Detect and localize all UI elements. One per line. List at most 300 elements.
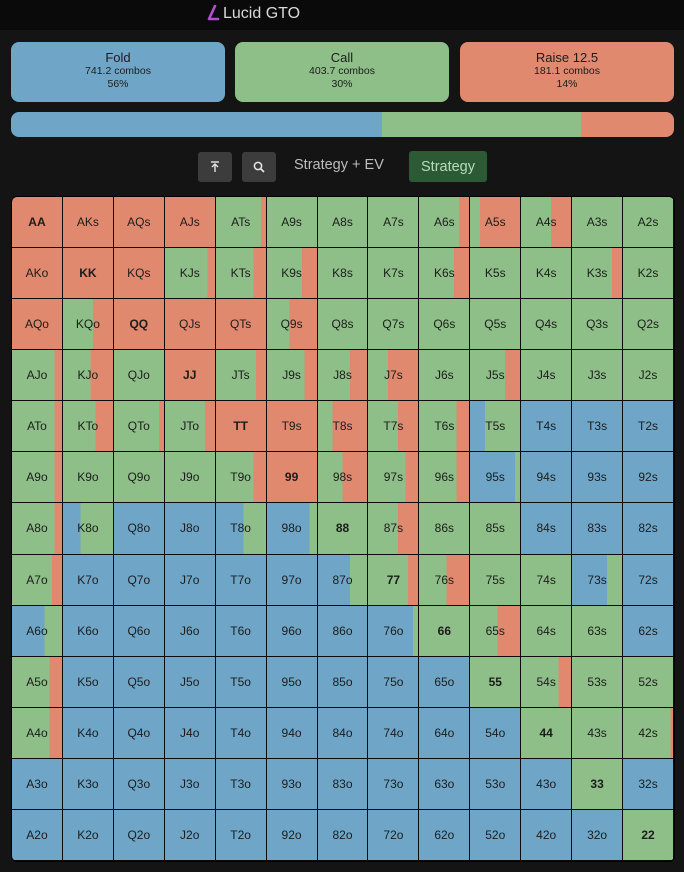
hand-cell[interactable] bbox=[12, 708, 63, 759]
hand-cell[interactable] bbox=[114, 759, 165, 810]
hand-cell[interactable] bbox=[63, 248, 114, 299]
hand-label: 43s bbox=[587, 725, 607, 740]
hand-cell[interactable] bbox=[368, 708, 419, 759]
hand-cell[interactable] bbox=[267, 248, 318, 299]
hand-cell[interactable] bbox=[267, 657, 318, 708]
hand-label: 96s bbox=[434, 470, 455, 485]
hand-cell[interactable] bbox=[63, 708, 114, 759]
hand-label: 42s bbox=[638, 725, 658, 740]
hand-cell[interactable] bbox=[419, 606, 470, 657]
hand-cell[interactable] bbox=[267, 606, 318, 657]
hand-cell[interactable] bbox=[572, 606, 623, 657]
hand-cell[interactable] bbox=[572, 503, 623, 554]
hand-label: 74o bbox=[383, 725, 404, 740]
hand-label: T7s bbox=[383, 419, 404, 434]
hand-cell[interactable] bbox=[267, 401, 318, 452]
hand-label: 87o bbox=[332, 572, 353, 587]
hand-cell[interactable] bbox=[267, 555, 318, 606]
hand-label: 52o bbox=[485, 827, 506, 842]
hand-cell[interactable] bbox=[470, 810, 521, 861]
hand-label: ATs bbox=[231, 215, 251, 230]
hand-label: T9s bbox=[281, 419, 302, 434]
hand-label: KTo bbox=[77, 419, 99, 434]
hand-cell[interactable] bbox=[318, 197, 369, 248]
hand-label: J7o bbox=[180, 572, 200, 587]
hand-cell[interactable] bbox=[368, 503, 419, 554]
hand-label: K7s bbox=[383, 266, 404, 281]
hand-label: 76o bbox=[383, 623, 404, 638]
hand-label: T8o bbox=[230, 521, 251, 536]
hand-cell[interactable] bbox=[12, 810, 63, 861]
hand-label: J9o bbox=[180, 470, 200, 485]
hand-cell[interactable] bbox=[419, 555, 470, 606]
hand-cell[interactable] bbox=[318, 606, 369, 657]
hand-cell[interactable] bbox=[521, 248, 572, 299]
hand-cell[interactable] bbox=[470, 248, 521, 299]
hand-cell[interactable] bbox=[521, 401, 572, 452]
hand-cell[interactable] bbox=[572, 248, 623, 299]
hand-label: Q9o bbox=[127, 470, 151, 485]
hand-cell[interactable] bbox=[216, 759, 267, 810]
hand-cell[interactable] bbox=[318, 708, 369, 759]
hand-cell[interactable] bbox=[470, 299, 521, 350]
hand-cell[interactable] bbox=[623, 759, 674, 810]
hand-label: T4s bbox=[536, 419, 557, 434]
hand-cell[interactable] bbox=[572, 401, 623, 452]
hand-cell[interactable] bbox=[12, 350, 63, 401]
hand-label: AJs bbox=[179, 215, 200, 230]
hand-cell[interactable] bbox=[165, 708, 216, 759]
hand-label: 53o bbox=[485, 776, 506, 791]
hand-label: 98o bbox=[281, 521, 302, 536]
hand-label: 43o bbox=[536, 776, 557, 791]
hand-cell[interactable] bbox=[165, 503, 216, 554]
hand-label: 62s bbox=[638, 623, 658, 638]
action-card-call[interactable] bbox=[235, 42, 449, 102]
action-card-fold[interactable] bbox=[11, 42, 225, 102]
hand-cell[interactable] bbox=[63, 555, 114, 606]
hand-label: T3o bbox=[230, 776, 251, 791]
hand-label: K5s bbox=[484, 266, 506, 281]
tab-strategy-ev[interactable]: Strategy + EV bbox=[294, 157, 384, 173]
hand-cell[interactable] bbox=[470, 452, 521, 503]
hand-cell[interactable] bbox=[216, 810, 267, 861]
hand-cell[interactable] bbox=[63, 299, 114, 350]
hand-label: A4o bbox=[26, 725, 48, 740]
hand-cell[interactable] bbox=[63, 759, 114, 810]
hand-cell[interactable] bbox=[572, 555, 623, 606]
hand-cell[interactable] bbox=[470, 759, 521, 810]
hand-label: A3o bbox=[26, 776, 48, 791]
hand-label: 54o bbox=[485, 725, 506, 740]
hand-cell[interactable] bbox=[572, 759, 623, 810]
hand-cell[interactable] bbox=[623, 606, 674, 657]
hand-cell[interactable] bbox=[267, 299, 318, 350]
hand-cell[interactable] bbox=[12, 503, 63, 554]
hand-label: 97o bbox=[281, 572, 302, 587]
app-logo[interactable] bbox=[206, 4, 300, 24]
export-button[interactable] bbox=[198, 152, 232, 182]
hand-label: A6o bbox=[26, 623, 48, 638]
hand-cell[interactable] bbox=[63, 401, 114, 452]
hand-cell[interactable] bbox=[12, 248, 63, 299]
hand-cell[interactable] bbox=[216, 248, 267, 299]
hand-label: J4s bbox=[536, 368, 556, 383]
hand-label: 95s bbox=[485, 470, 505, 485]
hand-label: T6s bbox=[434, 419, 455, 434]
hand-cell[interactable] bbox=[623, 299, 674, 350]
hand-cell[interactable] bbox=[419, 708, 470, 759]
hand-cell[interactable] bbox=[63, 810, 114, 861]
hand-cell[interactable] bbox=[165, 810, 216, 861]
action-card-raise[interactable] bbox=[460, 42, 674, 102]
hand-label: J2s bbox=[638, 368, 658, 383]
hand-cell[interactable] bbox=[63, 350, 114, 401]
hand-cell[interactable] bbox=[521, 197, 572, 248]
hand-cell[interactable] bbox=[572, 350, 623, 401]
hand-cell[interactable] bbox=[216, 452, 267, 503]
hand-cell[interactable] bbox=[216, 299, 267, 350]
hand-label: 82o bbox=[332, 827, 353, 842]
hand-cell[interactable] bbox=[114, 299, 165, 350]
hand-cell[interactable] bbox=[12, 197, 63, 248]
hand-cell[interactable] bbox=[165, 197, 216, 248]
hand-cell[interactable] bbox=[368, 759, 419, 810]
hand-cell[interactable] bbox=[572, 810, 623, 861]
hand-cell[interactable] bbox=[521, 606, 572, 657]
hand-cell[interactable] bbox=[419, 401, 470, 452]
hand-label: 32s bbox=[638, 776, 658, 791]
hand-cell[interactable] bbox=[165, 401, 216, 452]
zoom-button[interactable] bbox=[242, 152, 276, 182]
hand-label: 94o bbox=[281, 725, 302, 740]
hand-cell[interactable] bbox=[623, 657, 674, 708]
hand-cell[interactable] bbox=[623, 810, 674, 861]
hand-cell[interactable] bbox=[165, 248, 216, 299]
hand-label: Q2s bbox=[637, 317, 660, 332]
hand-label: 66 bbox=[437, 623, 452, 638]
hand-label: A8s bbox=[332, 215, 353, 230]
hand-cell[interactable] bbox=[419, 657, 470, 708]
hand-label: 63o bbox=[434, 776, 455, 791]
hand-cell[interactable] bbox=[318, 503, 369, 554]
hand-cell[interactable] bbox=[368, 810, 419, 861]
hand-label: A7s bbox=[383, 215, 404, 230]
hand-label: 33 bbox=[590, 776, 604, 791]
hand-cell[interactable] bbox=[521, 350, 572, 401]
search-icon bbox=[252, 160, 266, 174]
hand-cell[interactable] bbox=[114, 197, 165, 248]
hand-cell[interactable] bbox=[63, 657, 114, 708]
hand-label: 99 bbox=[284, 470, 299, 485]
hand-label: 76s bbox=[434, 572, 455, 587]
hand-label: K9o bbox=[77, 470, 99, 485]
hand-cell[interactable] bbox=[572, 657, 623, 708]
hand-label: K3s bbox=[586, 266, 608, 281]
hand-label: 75s bbox=[485, 572, 505, 587]
hand-cell[interactable] bbox=[114, 657, 165, 708]
hand-label: K6s bbox=[433, 266, 455, 281]
hand-cell[interactable] bbox=[114, 503, 165, 554]
hand-label: KJo bbox=[77, 368, 99, 383]
hand-label: Q4o bbox=[127, 725, 151, 740]
hand-label: T5s bbox=[485, 419, 506, 434]
hand-label: 88 bbox=[335, 521, 350, 536]
hand-cell[interactable] bbox=[623, 555, 674, 606]
hand-cell[interactable] bbox=[470, 606, 521, 657]
hand-label: J5o bbox=[180, 674, 200, 689]
hand-cell[interactable] bbox=[216, 350, 267, 401]
hand-cell[interactable] bbox=[572, 299, 623, 350]
hand-cell[interactable] bbox=[419, 248, 470, 299]
hand-cell[interactable] bbox=[12, 606, 63, 657]
hand-cell[interactable] bbox=[419, 452, 470, 503]
hand-cell[interactable] bbox=[114, 248, 165, 299]
hand-cell[interactable] bbox=[470, 503, 521, 554]
hand-label: J7s bbox=[384, 368, 403, 383]
hand-cell[interactable] bbox=[521, 503, 572, 554]
hand-cell[interactable] bbox=[216, 555, 267, 606]
hand-cell[interactable] bbox=[12, 759, 63, 810]
hand-cell[interactable] bbox=[368, 350, 419, 401]
hand-label: Q9s bbox=[280, 317, 303, 332]
hand-label: Q2o bbox=[127, 827, 151, 842]
hand-cell[interactable] bbox=[318, 299, 369, 350]
hand-cell[interactable] bbox=[368, 657, 419, 708]
hand-cell[interactable] bbox=[267, 708, 318, 759]
hand-cell[interactable] bbox=[470, 657, 521, 708]
hand-label: A9s bbox=[281, 215, 302, 230]
hand-cell[interactable] bbox=[12, 401, 63, 452]
hand-label: Q6o bbox=[127, 623, 151, 638]
hand-cell[interactable] bbox=[114, 810, 165, 861]
hand-cell[interactable] bbox=[368, 452, 419, 503]
hand-label: J3s bbox=[587, 368, 607, 383]
hand-label: A4s bbox=[535, 215, 557, 230]
hand-cell[interactable] bbox=[165, 606, 216, 657]
hand-label: 83o bbox=[332, 776, 353, 791]
hand-label: 98s bbox=[332, 470, 353, 485]
hand-cell[interactable] bbox=[470, 401, 521, 452]
hand-cell[interactable] bbox=[521, 708, 572, 759]
hand-label: KK bbox=[79, 266, 97, 281]
action-call-title: Call bbox=[330, 50, 354, 65]
hand-cell[interactable] bbox=[114, 555, 165, 606]
hand-cell[interactable] bbox=[419, 350, 470, 401]
hand-label: T2s bbox=[638, 419, 659, 434]
hand-cell[interactable] bbox=[318, 555, 369, 606]
hand-label: T5o bbox=[230, 674, 251, 689]
hand-label: A7o bbox=[26, 572, 48, 587]
hand-label: K2s bbox=[637, 266, 659, 281]
hand-label: K6o bbox=[77, 623, 99, 638]
hand-range-grid bbox=[11, 196, 675, 862]
hand-cell[interactable] bbox=[114, 350, 165, 401]
hand-label: 95o bbox=[281, 674, 302, 689]
top-bar bbox=[0, 0, 684, 30]
hand-label: A9o bbox=[26, 470, 48, 485]
action-raise-title: Raise 12.5 bbox=[535, 50, 599, 65]
hand-cell[interactable] bbox=[63, 197, 114, 248]
hand-cell[interactable] bbox=[419, 503, 470, 554]
hand-cell[interactable] bbox=[623, 708, 674, 759]
hand-label: K3o bbox=[77, 776, 99, 791]
hand-cell[interactable] bbox=[63, 452, 114, 503]
hand-cell[interactable] bbox=[318, 657, 369, 708]
hand-cell[interactable] bbox=[368, 299, 419, 350]
hand-cell[interactable] bbox=[165, 299, 216, 350]
hand-cell[interactable] bbox=[216, 657, 267, 708]
freqbar-segment-call bbox=[382, 112, 581, 137]
hand-label: Q5s bbox=[484, 317, 507, 332]
hand-label: 65o bbox=[434, 674, 455, 689]
hand-cell[interactable] bbox=[470, 555, 521, 606]
hand-cell[interactable] bbox=[165, 350, 216, 401]
hand-cell[interactable] bbox=[318, 452, 369, 503]
hand-cell[interactable] bbox=[623, 452, 674, 503]
hand-cell[interactable] bbox=[318, 759, 369, 810]
action-fold-combos: 741.2 combos bbox=[85, 65, 151, 77]
hand-cell[interactable] bbox=[12, 299, 63, 350]
hand-label: 72o bbox=[383, 827, 404, 842]
hand-label: AQo bbox=[24, 317, 49, 332]
hand-cell[interactable] bbox=[12, 452, 63, 503]
hand-cell[interactable] bbox=[368, 197, 419, 248]
hand-cell[interactable] bbox=[12, 555, 63, 606]
hand-cell[interactable] bbox=[572, 452, 623, 503]
hand-label: A6s bbox=[433, 215, 455, 230]
hand-cell[interactable] bbox=[368, 248, 419, 299]
hand-cell[interactable] bbox=[572, 708, 623, 759]
hand-label: J3o bbox=[180, 776, 200, 791]
hand-cell[interactable] bbox=[368, 401, 419, 452]
hand-cell[interactable] bbox=[63, 606, 114, 657]
hand-label: Q3o bbox=[127, 776, 151, 791]
hand-cell[interactable] bbox=[12, 657, 63, 708]
hand-cell[interactable] bbox=[572, 197, 623, 248]
hand-cell[interactable] bbox=[623, 197, 674, 248]
hand-cell[interactable] bbox=[521, 555, 572, 606]
hand-label: Q5o bbox=[127, 674, 151, 689]
hand-cell[interactable] bbox=[521, 299, 572, 350]
hand-cell[interactable] bbox=[267, 503, 318, 554]
hand-cell[interactable] bbox=[318, 401, 369, 452]
hand-cell[interactable] bbox=[114, 401, 165, 452]
hand-label: 54s bbox=[536, 674, 556, 689]
hand-cell[interactable] bbox=[521, 810, 572, 861]
hand-label: K4s bbox=[535, 266, 557, 281]
hand-label: T6o bbox=[230, 623, 251, 638]
hand-cell[interactable] bbox=[419, 197, 470, 248]
hand-label: T2o bbox=[230, 827, 251, 842]
hand-label: 94s bbox=[536, 470, 556, 485]
tab-strategy[interactable]: Strategy bbox=[409, 151, 487, 182]
hand-cell[interactable] bbox=[470, 350, 521, 401]
hand-label: K7o bbox=[77, 572, 99, 587]
hand-cell[interactable] bbox=[165, 452, 216, 503]
hand-cell[interactable] bbox=[521, 759, 572, 810]
hand-label: A8o bbox=[26, 521, 48, 536]
hand-label: J6o bbox=[180, 623, 200, 638]
action-fold-title: Fold bbox=[105, 50, 131, 65]
hand-cell[interactable] bbox=[419, 810, 470, 861]
hand-label: K8o bbox=[77, 521, 99, 536]
hand-label: T4o bbox=[230, 725, 251, 740]
hand-label: T9o bbox=[230, 470, 251, 485]
hand-cell[interactable] bbox=[419, 299, 470, 350]
hand-cell[interactable] bbox=[165, 657, 216, 708]
action-call-combos: 403.7 combos bbox=[309, 65, 375, 77]
hand-label: 75o bbox=[383, 674, 404, 689]
hand-label: JJ bbox=[183, 368, 197, 383]
hand-label: T3s bbox=[587, 419, 608, 434]
action-fold-pct: 56% bbox=[107, 78, 129, 90]
hand-label: 92s bbox=[638, 470, 658, 485]
hand-cell[interactable] bbox=[267, 759, 318, 810]
hand-cell[interactable] bbox=[267, 197, 318, 248]
hand-cell[interactable] bbox=[267, 452, 318, 503]
hand-cell[interactable] bbox=[318, 350, 369, 401]
hand-label: QJs bbox=[179, 317, 201, 332]
hand-label: KJs bbox=[179, 266, 200, 281]
hand-cell[interactable] bbox=[63, 503, 114, 554]
hand-cell[interactable] bbox=[470, 197, 521, 248]
hand-cell[interactable] bbox=[318, 810, 369, 861]
hand-cell[interactable] bbox=[623, 350, 674, 401]
hand-label: A5o bbox=[26, 674, 48, 689]
hand-cell[interactable] bbox=[318, 248, 369, 299]
hand-cell[interactable] bbox=[368, 555, 419, 606]
hand-cell[interactable] bbox=[216, 503, 267, 554]
hand-label: 77 bbox=[386, 572, 401, 587]
hand-label: 64o bbox=[434, 725, 455, 740]
hand-label: Q7o bbox=[127, 572, 151, 587]
hand-cell[interactable] bbox=[521, 452, 572, 503]
hand-label: 86s bbox=[434, 521, 455, 536]
hand-cell[interactable] bbox=[623, 401, 674, 452]
hand-cell[interactable] bbox=[165, 759, 216, 810]
hand-label: AA bbox=[28, 215, 46, 230]
hand-label: 84o bbox=[332, 725, 353, 740]
hand-label: 73s bbox=[587, 572, 607, 587]
hand-cell[interactable] bbox=[623, 503, 674, 554]
hand-cell[interactable] bbox=[470, 708, 521, 759]
hand-label: 97s bbox=[383, 470, 404, 485]
hand-cell[interactable] bbox=[216, 708, 267, 759]
hand-label: K8s bbox=[332, 266, 353, 281]
hand-cell[interactable] bbox=[216, 401, 267, 452]
hand-label: 32o bbox=[587, 827, 608, 842]
hand-cell[interactable] bbox=[368, 606, 419, 657]
freqbar-segment-raise bbox=[581, 112, 674, 137]
hand-cell[interactable] bbox=[216, 197, 267, 248]
hand-cell[interactable] bbox=[623, 248, 674, 299]
hand-cell[interactable] bbox=[114, 452, 165, 503]
hand-cell[interactable] bbox=[216, 606, 267, 657]
hand-label: J6s bbox=[434, 368, 454, 383]
hand-cell[interactable] bbox=[419, 759, 470, 810]
hand-cell[interactable] bbox=[114, 708, 165, 759]
hand-cell[interactable] bbox=[521, 657, 572, 708]
hand-label: T8s bbox=[332, 419, 353, 434]
hand-cell[interactable] bbox=[114, 606, 165, 657]
hand-label: 73o bbox=[383, 776, 404, 791]
hand-label: 72s bbox=[638, 572, 658, 587]
hand-cell[interactable] bbox=[267, 810, 318, 861]
hand-cell[interactable] bbox=[165, 555, 216, 606]
hand-label: AJo bbox=[26, 368, 48, 383]
hand-cell[interactable] bbox=[267, 350, 318, 401]
